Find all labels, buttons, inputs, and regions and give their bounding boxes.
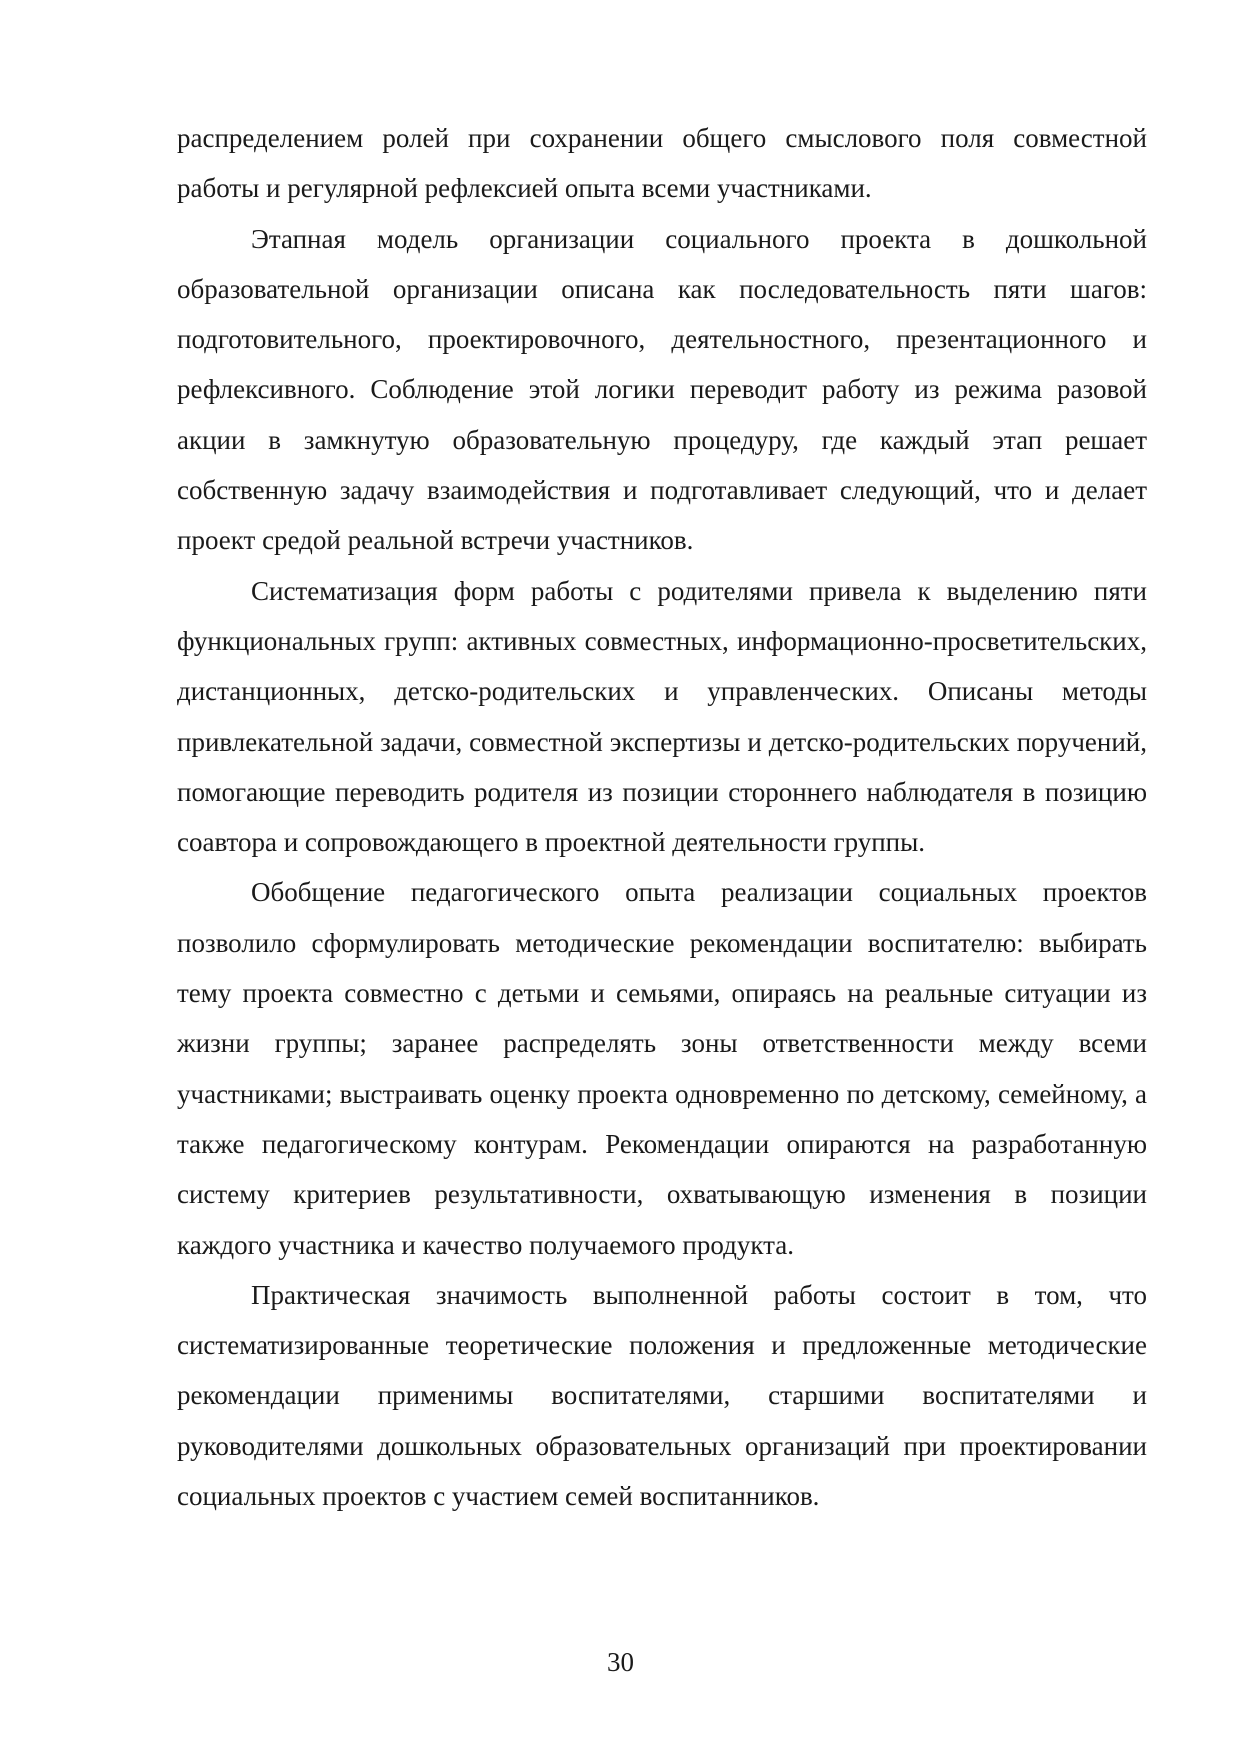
- paragraph-5: Практическая значимость выполненной работы состоит в том, что систематизированные теоретические положения и предложенные методические рекомендации применимы воспитателями, старшими воспитателями и руководителями дошкольных образовательных организаций при проектировании социальных проектов с участием семей воспитанников.: [177, 1279, 1147, 1512]
- paragraph-2: Этапная модель организации социального проекта в дошкольной образовательной организации описана как последовательность пяти шагов: подготовительного, проектировочного, деятельностного, презентационного и рефлексивного. Соблюдение этой логики переводит работу из режима разовой акции в замкнутую образовательную процедуру, где каждый этап решает собственную задачу взаимодействия и подготавливает следующий, что и делает проект средой реальной встречи участников.: [177, 223, 1147, 556]
- page-number: 30: [607, 1647, 634, 1677]
- document-body: [177, 113, 1147, 1521]
- paragraph-4: Обобщение педагогического опыта реализации социальных проектов позволило сформулировать методические рекомендации воспитателю: выбирать тему проекта совместно с детьми и семьями, опираясь на реальные ситуации из жизни группы; заранее распределять зоны ответственности между всеми участниками; выстраивать оценку проекта одновременно по детскому, семейному, а также педагогическому контурам. Рекомендации опираются на разработанную систему критериев результативности, охватывающую изменения в позиции каждого участника и качество получаемого продукта.: [177, 877, 1147, 1260]
- paragraph-1: распределением ролей при сохранении общего смыслового поля совместной работы и регулярной рефлексией опыта всеми участниками.: [177, 123, 1147, 204]
- paragraph-3: Систематизация форм работы с родителями привела к выделению пяти функциональных групп: активных совместных, информационно-просветительских, дистанционных, детско-родительских и управленческих. Описаны методы привлекательной задачи, совместной экспертизы и детско-родительских поручений, помогающие переводить родителя из позиции стороннего наблюдателя в позицию соавтора и сопровождающего в проектной деятельности группы.: [177, 575, 1147, 858]
